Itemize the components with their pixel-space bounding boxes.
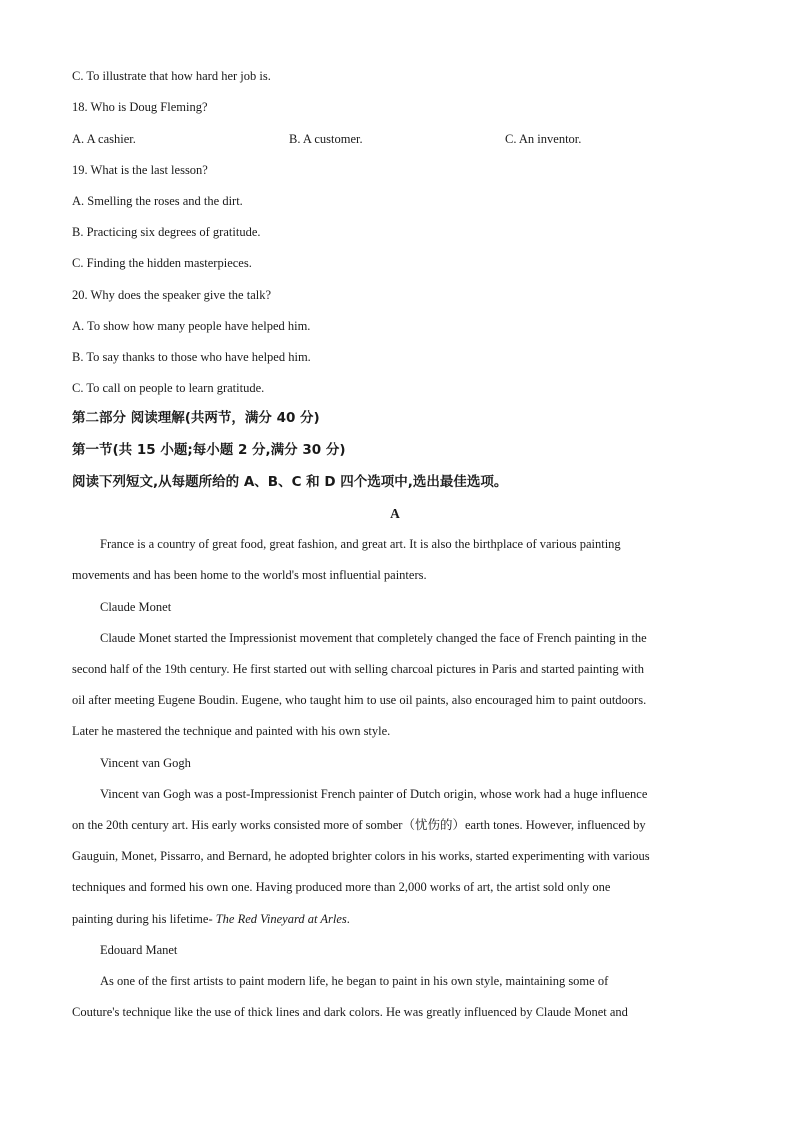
intro-line-2: movements and has been home to the world's most influential painters. (72, 568, 427, 582)
q18-option-b: B. A customer. (289, 132, 363, 146)
vangogh-line-4: techniques and formed his own one. Having produced more than 2,000 works of art, the artist sold only one (72, 880, 611, 894)
vangogh-line-5-end: . (346, 912, 350, 926)
q19-option-c: C. Finding the hidden masterpieces. (72, 256, 252, 270)
monet-line-2: second half of the 19th century. He first started out with selling charcoal pictures in Paris and started painting with (72, 662, 644, 676)
monet-line-4: Later he mastered the technique and painted with his own style. (72, 724, 391, 738)
section-one-heading: 第一节(共 15 小题;每小题 2 分,满分 30 分) (72, 442, 346, 458)
monet-line-1: Claude Monet started the Impressionist movement that completely changed the face of French painting in the (100, 631, 647, 645)
part-two-heading: 第二部分 阅读理解(共两节，满分 40 分) (72, 410, 320, 426)
monet-line-3: oil after meeting Eugene Boudin. Eugene, who taught him to use oil paints, also encouraged him to paint outdoors. (72, 693, 647, 707)
vangogh-line-3: Gauguin, Monet, Pissarro, and Bernard, he adopted brighter colors in his works, started experimenting with various (72, 849, 650, 863)
question-19: 19. What is the last lesson? (72, 163, 208, 177)
vangogh-line-2: on the 20th century art. His early works consisted more of somber（忧伤的）earth tones. However, influenced by (72, 818, 646, 832)
intro-line-1: France is a country of great food, great fashion, and great art. It is also the birthplace of various painting (100, 537, 621, 551)
q20-option-b: B. To say thanks to those who have helped him. (72, 350, 311, 364)
manet-line-1: As one of the first artists to paint modern life, he began to paint in his own style, maintaining some of (100, 974, 609, 988)
question-18: 18. Who is Doug Fleming? (72, 100, 208, 114)
manet-line-2: Couture's technique like the use of thick lines and dark colors. He was greatly influenced by Claude Monet and (72, 1005, 628, 1019)
q19-option-a: A. Smelling the roses and the dirt. (72, 194, 243, 208)
q20-option-c: C. To call on people to learn gratitude. (72, 381, 265, 395)
vangogh-line-5-text: painting during his lifetime- (72, 912, 216, 926)
heading-claude-monet: Claude Monet (100, 600, 172, 614)
question-20: 20. Why does the speaker give the talk? (72, 288, 272, 302)
q18-option-a: A. A cashier. (72, 132, 136, 146)
q19-option-b: B. Practicing six degrees of gratitude. (72, 225, 261, 239)
vangogh-line-1: Vincent van Gogh was a post-Impressionist French painter of Dutch origin, whose work had a huge influence (100, 787, 648, 801)
heading-edouard-manet: Edouard Manet (100, 943, 178, 957)
q17-option-c: C. To illustrate that how hard her job is. (72, 69, 271, 83)
painting-title: The Red Vineyard at Arles (215, 912, 347, 926)
passage-label: A (390, 506, 400, 521)
instruction-text: 阅读下列短文,从每题所给的 A、B、C 和 D 四个选项中,选出最佳选项。 (72, 474, 508, 490)
q20-option-a: A. To show how many people have helped him. (72, 319, 311, 333)
heading-van-gogh: Vincent van Gogh (100, 756, 191, 770)
q18-option-c: C. An inventor. (505, 132, 582, 146)
vangogh-line-5 (72, 911, 350, 927)
